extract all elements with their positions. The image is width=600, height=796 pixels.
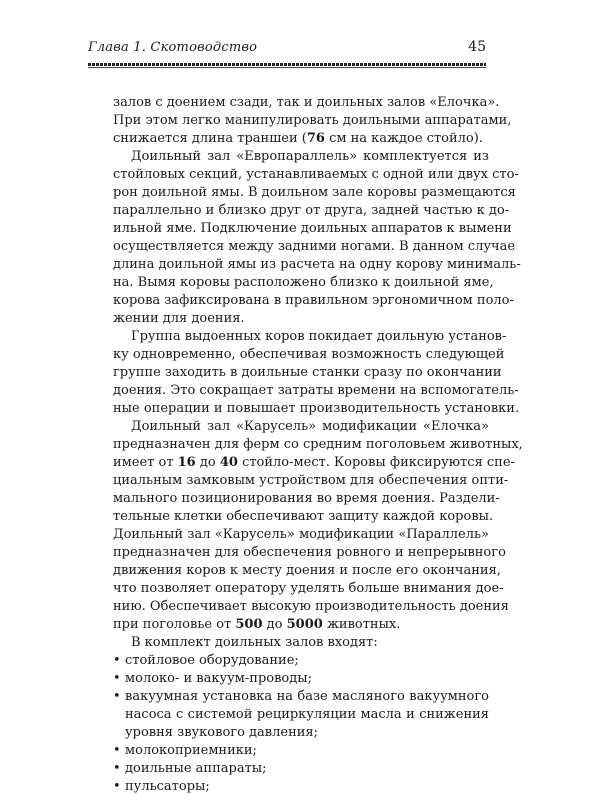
line-text: нию. Обеспечивает высокую производительность доения — [113, 599, 509, 614]
line-text: Доильный зал «Карусель» модификации «Параллель» — [113, 527, 489, 542]
line-text: вакуумная установка на базе масляного вакуумного — [125, 689, 489, 704]
text-line — [113, 562, 501, 580]
text-line — [113, 274, 494, 292]
text-line — [113, 616, 489, 634]
bullet-icon: • — [113, 779, 121, 794]
text-line — [113, 598, 509, 616]
line-text: При этом легко манипулировать доильными аппаратами, — [113, 113, 512, 128]
list-item — [113, 670, 489, 688]
line-text: насоса с системой рециркуляции масла и снижения — [125, 707, 489, 722]
bullet-icon: • — [113, 671, 121, 686]
list-item — [113, 742, 489, 760]
line-text: Доильный зал «Европараллель» комплектуется из — [131, 149, 489, 164]
line-text: ку одновременно, обеспечивая возможность следующей — [113, 347, 505, 362]
chapter-title: Глава 1. Скотоводство — [88, 40, 258, 55]
line-text: В комплект доильных залов входят: — [131, 635, 378, 650]
text-line — [113, 238, 516, 256]
line-text: Группа выдоенных коров покидает доильную установ- — [131, 329, 507, 344]
text-line — [113, 184, 516, 202]
header-rule — [88, 63, 486, 66]
text-line — [113, 310, 489, 328]
text-line — [113, 454, 515, 472]
line-text: доильные аппараты; — [125, 761, 267, 776]
line-text: циальным замковым устройством для обеспечения опти- — [113, 473, 509, 488]
line-text: корова зафиксирована в правильном эргономичном поло- — [113, 293, 514, 308]
text-line — [113, 418, 489, 436]
text-line — [113, 508, 494, 526]
line-text: параллельно и близко друг от друга, задней частью к до- — [113, 203, 510, 218]
line-text: пульсаторы; — [125, 779, 210, 794]
text-line — [113, 202, 510, 220]
text-line — [113, 364, 502, 382]
line-text: снижается длина траншеи (76 см на каждое стойло). — [113, 131, 483, 146]
text-line — [113, 256, 521, 274]
text-line — [113, 166, 519, 184]
text-line — [113, 292, 514, 310]
text-line — [113, 436, 523, 454]
text-line — [113, 724, 489, 742]
bullet-icon: • — [113, 653, 121, 668]
line-text: предназначен для ферм со средним поголовьем животных, — [113, 437, 523, 452]
line-text: при поголовье от 500 до 5000 животных. — [113, 617, 401, 632]
line-text: мального позиционирования во время доения. Раздели- — [113, 491, 500, 506]
line-text: Доильный зал «Карусель» модификации «Елочка» — [131, 419, 489, 434]
text-line — [113, 490, 500, 508]
list-item — [113, 760, 489, 778]
bullet-icon: • — [113, 761, 121, 776]
text-line — [113, 346, 505, 364]
line-text: молокоприемники; — [125, 743, 257, 758]
line-text: имеет от 16 до 40 стойло-мест. Коровы фиксируются спе- — [113, 455, 515, 470]
text-line — [113, 112, 512, 130]
line-text: стойловое оборудование; — [125, 653, 299, 668]
line-text: уровня звукового давления; — [125, 725, 318, 740]
line-text: длина доильной ямы из расчета на одну корову минималь- — [113, 257, 521, 272]
text-line — [113, 382, 519, 400]
line-text: что позволяет оператору уделять больше внимания дое- — [113, 581, 504, 596]
line-text: группе заходить в доильные станки сразу по окончании — [113, 365, 502, 380]
text-line — [113, 130, 489, 148]
line-text: доения. Это сокращает затраты времени на вспомогатель- — [113, 383, 519, 398]
line-text: предназначен для обеспечения ровного и непрерывного — [113, 545, 506, 560]
text-line — [113, 472, 509, 490]
line-text: жении для доения. — [113, 311, 245, 326]
text-line — [113, 94, 500, 112]
text-line — [113, 706, 489, 724]
line-text: молоко- и вакуум-проводы; — [125, 671, 312, 686]
line-text: рон доильной ямы. В доильном зале коровы размещаются — [113, 185, 516, 200]
text-line — [113, 580, 504, 598]
line-text: залов с доением сзади, так и доильных залов «Елочка». — [113, 95, 500, 110]
page-number: 45 — [468, 39, 486, 55]
body-text — [113, 94, 523, 796]
list-item — [113, 778, 489, 796]
text-line — [113, 148, 489, 166]
list-item — [113, 652, 489, 670]
line-text: осуществляется между задними ногами. В данном случае — [113, 239, 516, 254]
list-item — [113, 688, 489, 706]
line-text: ильной яме. Подключение доильных аппаратов к вымени — [113, 221, 512, 236]
text-line — [113, 328, 507, 346]
text-line — [113, 544, 506, 562]
line-text: на. Вымя коровы расположено близко к доильной яме, — [113, 275, 494, 290]
text-line — [113, 220, 512, 238]
bullet-icon: • — [113, 743, 121, 758]
running-header — [88, 38, 486, 60]
line-text: стойловых секций, устанавливаемых с одной или двух сто- — [113, 167, 519, 182]
text-line — [113, 634, 489, 652]
line-text: ные операции и повышает производительность установки. — [113, 401, 520, 416]
header-rule-thin — [88, 67, 486, 68]
bullet-icon: • — [113, 689, 121, 704]
line-text: тельные клетки обеспечивают защиту каждой коровы. — [113, 509, 494, 524]
text-line — [113, 526, 489, 544]
line-text: движения коров к месту доения и после его окончания, — [113, 563, 501, 578]
text-line — [113, 400, 520, 418]
